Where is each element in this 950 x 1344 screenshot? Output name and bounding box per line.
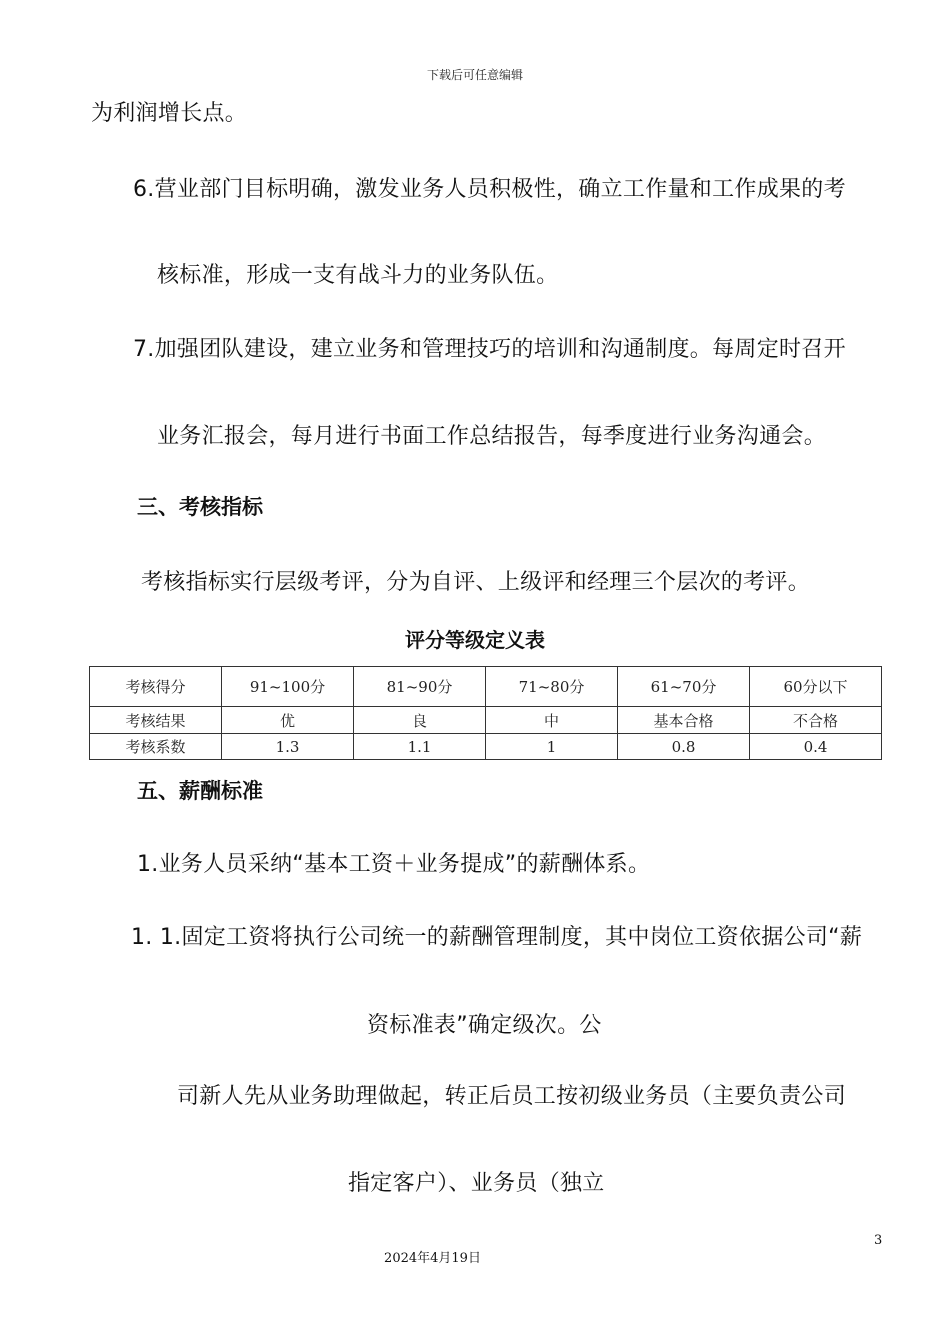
section-heading-3: 三、考核指标 xyxy=(137,495,263,519)
table-cell: 良 xyxy=(354,707,486,734)
paragraph-line: 资标准表”确定级次。公 xyxy=(367,1013,602,1038)
table-cell: 91~100分 xyxy=(222,667,354,707)
section-heading-5: 五、薪酬标准 xyxy=(137,779,263,803)
paragraph-line: 考核指标实行层级考评，分为自评、上级评和经理三个层次的考评。 xyxy=(141,570,811,595)
table-cell: 基本合格 xyxy=(618,707,750,734)
paragraph-line: 司新人先从业务助理做起，转正后员工按初级业务员（主要负责公司 xyxy=(177,1084,847,1109)
table-row xyxy=(90,707,882,734)
footer-date: 2024年4月19日 xyxy=(384,1251,481,1266)
list-item-6-continuation: 核标准，形成一支有战斗力的业务队伍。 xyxy=(157,263,559,288)
table-cell: 1.1 xyxy=(354,734,486,760)
table-cell: 71~80分 xyxy=(486,667,618,707)
list-item-7: 7.加强团队建设，建立业务和管理技巧的培训和沟通制度。每周定时召开 xyxy=(133,337,846,362)
table-cell: 1 xyxy=(486,734,618,760)
list-item-6: 6.营业部门目标明确，激发业务人员积极性，确立工作量和工作成果的考 xyxy=(133,177,846,202)
table-row xyxy=(90,667,882,707)
paragraph-line: 为利润增长点。 xyxy=(91,101,248,126)
table-cell: 61~70分 xyxy=(618,667,750,707)
table-cell: 0.8 xyxy=(618,734,750,760)
page-number: 3 xyxy=(874,1233,883,1248)
table-row xyxy=(90,734,882,760)
table-cell: 考核结果 xyxy=(90,707,222,734)
table-cell: 中 xyxy=(486,707,618,734)
table-cell: 考核系数 xyxy=(90,734,222,760)
table-cell: 考核得分 xyxy=(90,667,222,707)
paragraph-line: 指定客户）、业务员（独立 xyxy=(348,1171,605,1196)
list-item-7-continuation: 业务汇报会，每月进行书面工作总结报告，每季度进行业务沟通会。 xyxy=(157,424,827,449)
table-cell: 优 xyxy=(222,707,354,734)
table-cell: 1.3 xyxy=(222,734,354,760)
page-header-note: 下载后可任意编辑 xyxy=(426,68,523,82)
grade-definition-table xyxy=(89,666,882,760)
table-caption: 评分等级定义表 xyxy=(405,628,545,652)
table-cell: 不合格 xyxy=(750,707,882,734)
table-cell: 81~90分 xyxy=(354,667,486,707)
table-cell: 0.4 xyxy=(750,734,882,760)
paragraph-line: 1. 1.固定工资将执行公司统一的薪酬管理制度，其中岗位工资依据公司“薪 xyxy=(131,925,863,950)
table-cell: 60分以下 xyxy=(750,667,882,707)
paragraph-line: 1.业务人员采纳“基本工资＋业务提成”的薪酬体系。 xyxy=(137,852,651,877)
